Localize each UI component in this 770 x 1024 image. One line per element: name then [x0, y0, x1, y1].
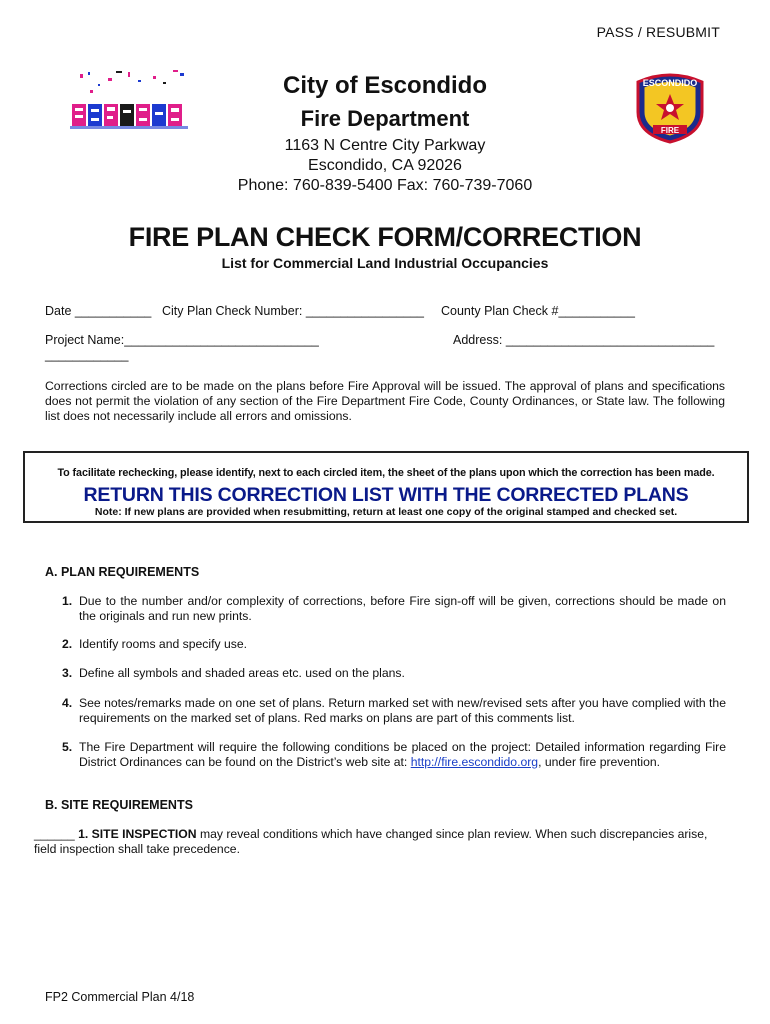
form-subtitle: List for Commercial Land Industrial Occupancies [221, 255, 549, 271]
county-plan-check-field[interactable] [441, 304, 635, 318]
section-a-title: A. PLAN REQUIREMENTS [45, 565, 200, 579]
form-title: FIRE PLAN CHECK FORM/CORRECTION [128, 222, 642, 252]
item-text: See notes/remarks made on one set of plans. Return marked set with new/revised sets after you have complied with the requirements on the marked set of plans. Red marks on plans are part of this comments list. [79, 696, 726, 725]
county-plan-check-blank[interactable]: ___________ [558, 304, 635, 318]
city-plan-check-field[interactable] [162, 304, 424, 318]
date-blank[interactable]: ___________ [74, 304, 152, 318]
site-inspection-text: may reveal conditions which have changed since plan review. When such discrepancies arise, field inspection shall take precedence. [34, 827, 708, 856]
site-inspection-blank[interactable]: ______ [34, 827, 75, 841]
extra-blank-line[interactable]: ____________ [45, 348, 129, 362]
item-text: Define all symbols and shaded areas etc. used on the plans. [79, 666, 405, 680]
address-blank[interactable]: ______________________________ [505, 333, 715, 347]
plan-requirement-3 [62, 666, 726, 681]
address-line-1: 1163 N Centre City Parkway [284, 137, 486, 154]
notice-instruction: To facilitate rechecking, please identify, next to each circled item, the sheet of the plans upon which the correction has been made. [57, 467, 715, 479]
date-label: Date [45, 304, 72, 318]
item-text: Identify rooms and specify use. [79, 637, 248, 651]
city-plan-check-label: City Plan Check Number: [162, 304, 303, 318]
city-name: City of Escondido [283, 72, 487, 99]
item-number: 5. [62, 740, 73, 754]
item-text-after: , under fire prevention. [538, 755, 661, 769]
notice-box [23, 451, 749, 523]
item-text-before: The Fire Department will require the following conditions be placed on the project: Detailed information regarding Fire District Ordinances can be found on the District’s web site at: [79, 740, 726, 769]
site-requirement-1 [34, 827, 726, 857]
letterhead [0, 72, 770, 196]
project-name-field[interactable] [45, 333, 319, 347]
department-name: Fire Department [300, 106, 470, 131]
plan-requirement-4 [62, 696, 726, 726]
item-number: 2. [62, 637, 73, 651]
item-number: 3. [62, 666, 73, 680]
county-plan-check-label: County Plan Check # [441, 304, 559, 318]
date-field[interactable] [45, 304, 151, 318]
item-text [79, 740, 726, 770]
notice-note: Note: If new plans are provided when resubmitting, return at least one copy of the original stamped and checked set. [94, 506, 678, 518]
seal-bottom-text: FIRE [660, 126, 680, 135]
address-line-2: Escondido, CA 92026 [308, 157, 462, 174]
site-inspection-label: 1. SITE INSPECTION [78, 827, 197, 841]
plan-requirement-5 [62, 740, 726, 770]
city-plan-check-blank[interactable]: _________________ [305, 304, 424, 318]
project-name-label: Project Name: [45, 333, 125, 347]
footer-form-id: FP2 Commercial Plan 4/18 [45, 990, 195, 1004]
plan-requirement-1 [62, 594, 726, 624]
section-b-title: B. SITE REQUIREMENTS [45, 798, 193, 812]
address-label: Address: [453, 333, 503, 347]
phone-fax: Phone: 760-839-5400 Fax: 760-739-7060 [237, 177, 533, 194]
fire-website-link[interactable]: http://fire.escondido.org [410, 755, 539, 769]
plan-requirement-2 [62, 637, 726, 652]
address-field[interactable] [453, 333, 714, 347]
notice-headline: RETURN THIS CORRECTION LIST WITH THE CORRECTED PLANS [83, 484, 689, 506]
project-name-blank[interactable]: ____________________________ [124, 333, 319, 347]
intro-paragraph: Corrections circled are to be made on the plans before Fire Approval will be issued. The approval of plans and specifications does not permit the violation of any section of the Fire Department Fire Code, County Ordinances, or State law. The following list does not necessarily include all errors and omissions. [45, 379, 725, 423]
status-label: PASS / RESUBMIT [596, 24, 720, 40]
item-number: 1. [62, 594, 73, 608]
item-text: Due to the number and/or complexity of corrections, before Fire sign-off will be given, corrections should be made on the originals and run new prints. [79, 594, 726, 623]
item-number: 4. [62, 696, 73, 710]
seal-top-text: ESCONDIDO [642, 78, 698, 88]
